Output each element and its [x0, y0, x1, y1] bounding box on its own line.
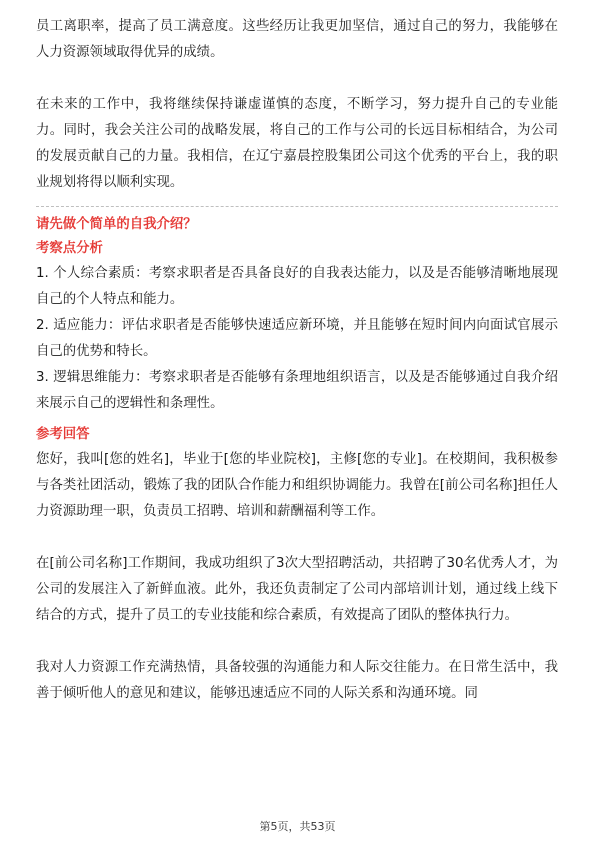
paragraph-gap [36, 66, 558, 92]
analysis-heading: 考察点分析 [36, 241, 103, 256]
analysis-item: 2. 适应能力：评估求职者是否能够快速适应新环境，并且能够在短时间内向面试官展示自己的优势和特长。 [36, 318, 558, 359]
answer-paragraph: 在[前公司名称]工作期间，我成功组织了3次大型招聘活动，共招聘了30名优秀人才，为公司的发展注入了新鲜血液。此外，我还负责制定了公司内部培训计划，通过线上线下结合的方式，提升了员工的专业技能和综合素质，有效提高了团队的整体执行力。 [36, 556, 558, 623]
answer-heading: 参考回答 [36, 427, 90, 442]
section-divider [36, 206, 558, 207]
body-paragraph: 在未来的工作中，我将继续保持谦虚谨慎的态度，不断学习，努力提升自己的专业能力。同时，我会关注公司的战略发展，将自己的工作与公司的长远目标相结合，为公司的发展贡献自己的力量。我相信，在辽宁嘉晨控股集团公司这个优秀的平台上，我的职业规划将得以顺利实现。 [36, 97, 558, 190]
paragraph-gap [36, 629, 558, 655]
analysis-item: 1. 个人综合素质：考察求职者是否具备良好的自我表达能力，以及是否能够清晰地展现自己的个人特点和能力。 [36, 266, 558, 307]
paragraph-gap [36, 525, 558, 551]
page-content [36, 14, 558, 707]
body-paragraph: 员工离职率，提高了员工满意度。这些经历让我更加坚信，通过自己的努力，我能够在人力资源领域取得优异的成绩。 [36, 19, 558, 60]
answer-paragraph: 您好，我叫[您的姓名]，毕业于[您的毕业院校]，主修[您的专业]。在校期间，我积极参与各类社团活动，锻炼了我的团队合作能力和组织协调能力。我曾在[前公司名称]担任人力资源助理一职，负责员工招聘、培训和薪酬福利等工作。 [36, 452, 558, 519]
question-heading: 请先做个简单的自我介绍？ [36, 217, 197, 232]
answer-paragraph: 我对人力资源工作充满热情，具备较强的沟通能力和人际交往能力。在日常生活中，我善于倾听他人的意见和建议，能够迅速适应不同的人际关系和沟通环境。同 [36, 660, 558, 701]
page-number-footer: 第5页，共53页 [259, 820, 336, 833]
analysis-item: 3. 逻辑思维能力：考察求职者是否能够有条理地组织语言，以及是否能够通过自我介绍来展示自己的逻辑性和条理性。 [36, 370, 558, 411]
